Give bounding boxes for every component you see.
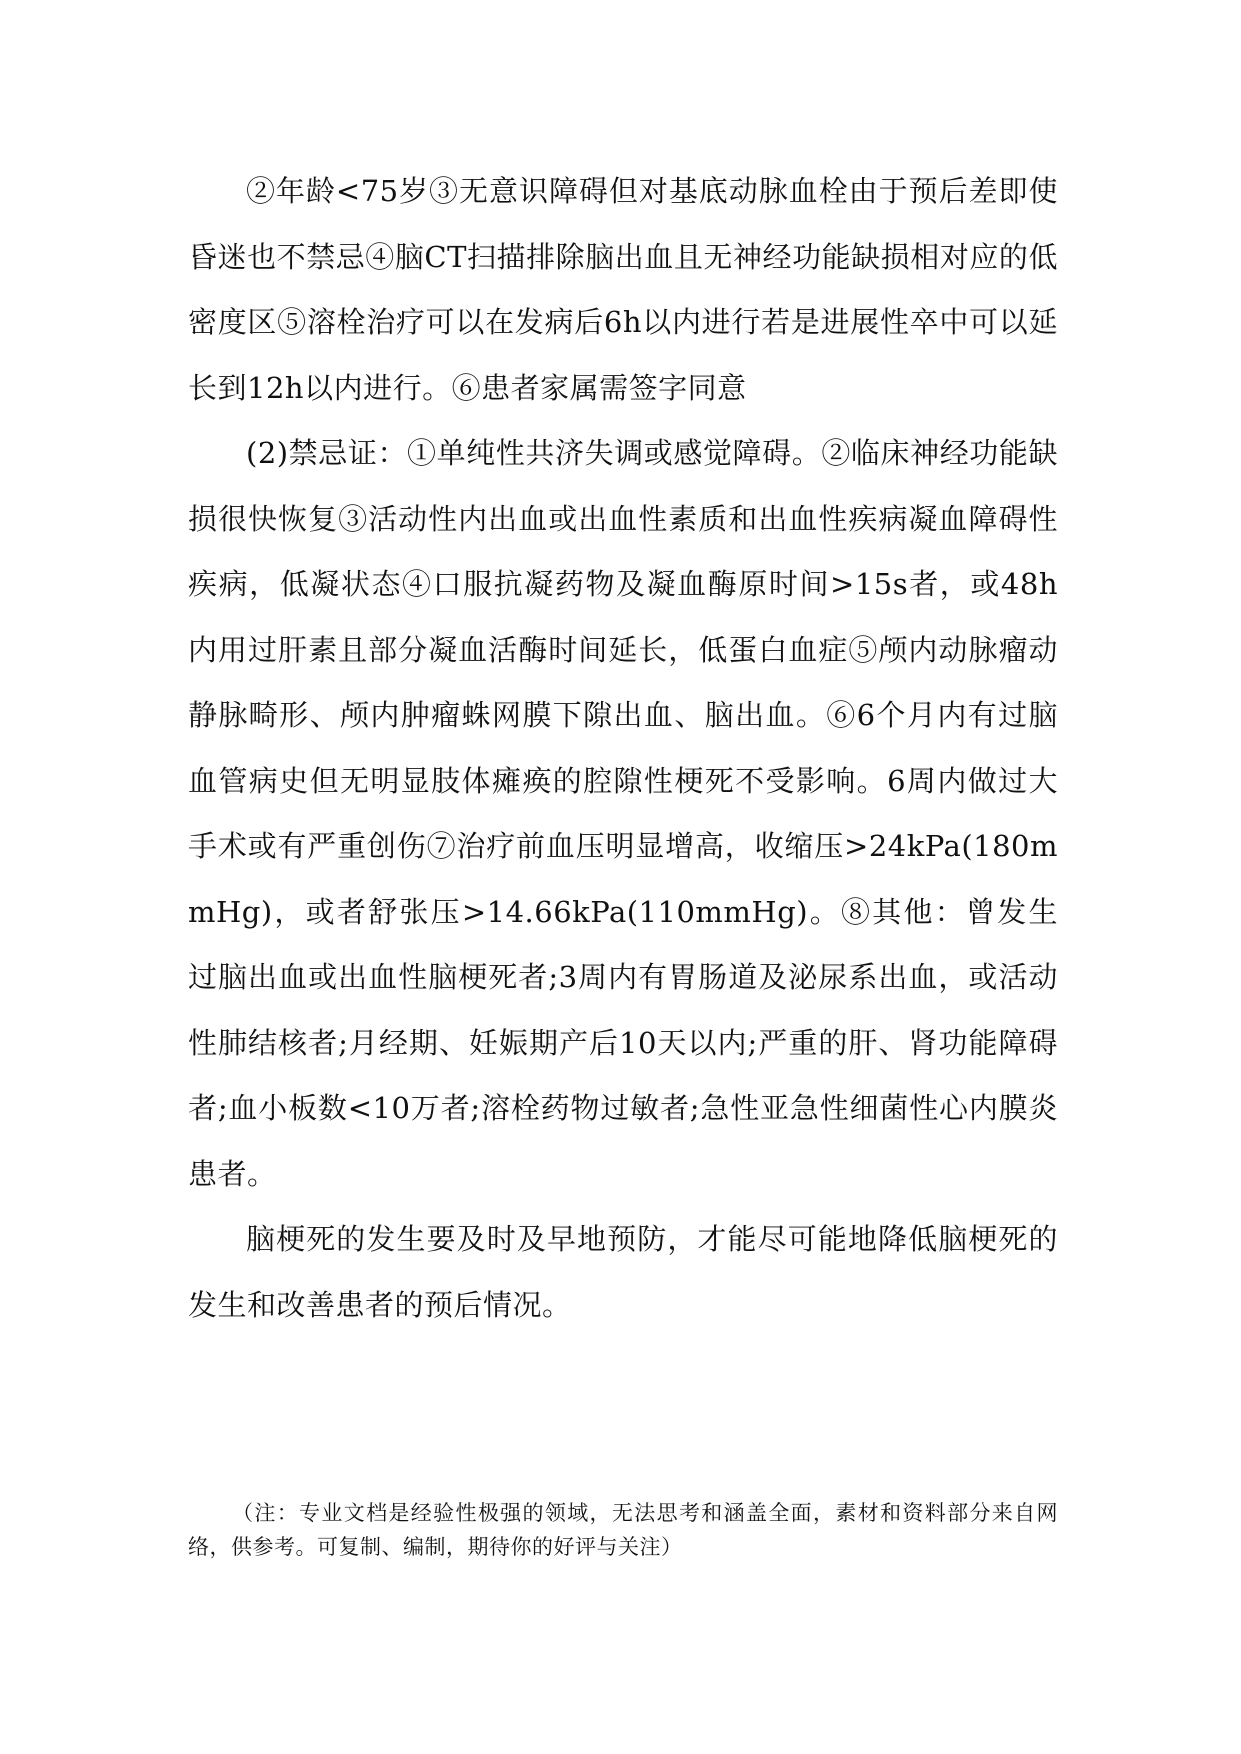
paragraph-indications-continued: ②年龄<75岁③无意识障碍但对基底动脉血栓由于预后差即使昏迷也不禁忌④脑CT扫描排除脑出血且无神经功能缺损相对应的低密度区⑤溶栓治疗可以在发病后6h以内进行若是进展性卒中可以延长到12h以内进行。⑥患者家属需签字同意 (188, 174, 1058, 405)
paragraph-contraindications: (2)禁忌证：①单纯性共济失调或感觉障碍。②临床神经功能缺损很快恢复③活动性内出血或出血性素质和出血性疾病凝血障碍性疾病，低凝状态④口服抗凝药物及凝血酶原时间>15s者，或48h内用过肝素且部分凝血活酶时间延长，低蛋白血症⑤颅内动脉瘤动静脉畸形、颅内肿瘤蛛网膜下隙出血、脑出血。⑥6个月内有过脑血管病史但无明显肢体瘫痪的腔隙性梗死不受影响。6周内做过大手术或有严重创伤⑦治疗前血压明显增高，收缩压>24kPa(180mmHg)，或者舒张压>14.66kPa(110mmHg)。⑧其他：曾发生过脑出血或出血性脑梗死者;3周内有胃肠道及泌尿系出血，或活动性肺结核者;月经期、妊娠期产后10天以内;严重的肝、肾功能障碍者;血小板数<10万者;溶栓药物过敏者;急性亚急性细菌性心内膜炎患者。 (188, 436, 1058, 1191)
document-body (188, 159, 1058, 1338)
paragraph-prevention: 脑梗死的发生要及时及早地预防，才能尽可能地降低脑梗死的发生和改善患者的预后情况。 (188, 1222, 1058, 1322)
footnote: （注：专业文档是经验性极强的领域，无法思考和涵盖全面，素材和资料部分来自网络，供参考。可复制、编制，期待你的好评与关注） (188, 1501, 1058, 1559)
